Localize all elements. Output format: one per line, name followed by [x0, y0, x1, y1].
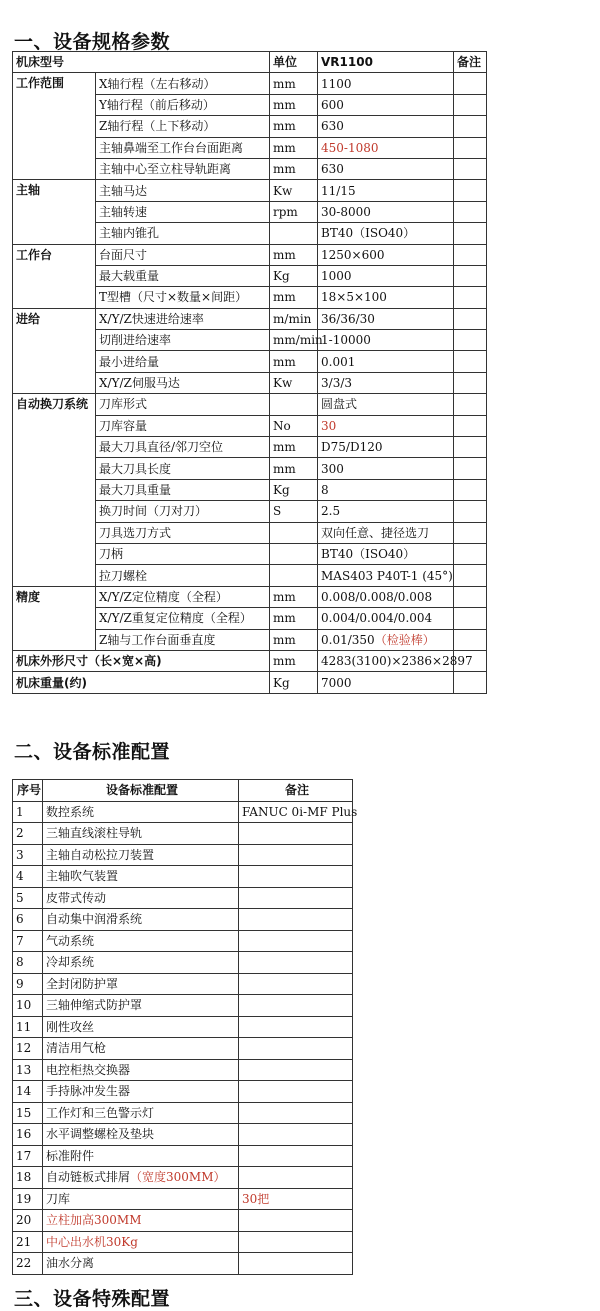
spec-value-text: 1000 — [321, 269, 352, 284]
spec-header-row — [13, 52, 487, 73]
config-item-text: 自动链板式排屑 — [46, 1170, 131, 1185]
config-item-text: 冷却系统 — [46, 955, 95, 970]
spec-item: X轴行程（左右移动） — [96, 73, 270, 94]
table-row — [13, 866, 353, 888]
config-item-text: 立柱加高300MM — [46, 1213, 142, 1228]
spec-value — [318, 458, 454, 479]
spec-value — [318, 394, 454, 415]
table-row — [13, 801, 353, 823]
config-remark — [239, 995, 353, 1017]
group-label: 工作范围 — [13, 73, 96, 180]
spec-value — [318, 565, 454, 586]
spec-value-text: 0.008/0.008/0.008 — [321, 589, 433, 604]
table-row — [13, 909, 353, 931]
spec-value-text: 0.001 — [321, 354, 356, 369]
spec-unit: mm — [270, 137, 318, 158]
config-item-text: 油水分离 — [46, 1256, 95, 1271]
spec-item: X/Y/Z伺服马达 — [96, 372, 270, 393]
spec-remark — [454, 437, 487, 458]
row-number: 2 — [13, 823, 43, 845]
spec-remark — [454, 372, 487, 393]
spec-remark — [454, 543, 487, 564]
spec-value-text: 300 — [321, 461, 344, 476]
config-remark — [239, 823, 353, 845]
config-remark — [239, 1231, 353, 1253]
spec-body — [13, 73, 487, 651]
config-remark: 30把 — [239, 1188, 353, 1210]
spec-unit: mm — [270, 287, 318, 308]
spec-value-text: BT40（ISO40） — [321, 547, 416, 562]
config-item-text: 中心出水机30Kg — [46, 1234, 138, 1249]
config-remark: FANUC 0i-MF Plus — [239, 801, 353, 823]
spec-unit — [270, 522, 318, 543]
spec-value — [318, 629, 454, 650]
spec-value — [318, 223, 454, 244]
spec-row — [13, 244, 487, 265]
spec-row — [13, 308, 487, 329]
config-remark — [239, 1016, 353, 1038]
spec-item: 主轴中心至立柱导轨距离 — [96, 158, 270, 179]
spec-unit: mm — [270, 158, 318, 179]
table-row — [13, 1016, 353, 1038]
remark-header: 备注 — [239, 780, 353, 802]
spec-remark — [454, 351, 487, 372]
spec-unit — [270, 543, 318, 564]
config-item — [43, 1145, 239, 1167]
spec-unit: rpm — [270, 201, 318, 222]
spec-remark — [454, 415, 487, 436]
table-row — [13, 952, 353, 974]
spec-remark — [454, 629, 487, 650]
spec-value-text: 30 — [321, 418, 337, 433]
spec-remark — [454, 265, 487, 286]
spec-unit — [270, 565, 318, 586]
config-remark — [239, 973, 353, 995]
config-item — [43, 930, 239, 952]
spec-value — [318, 73, 454, 94]
spec-value — [318, 137, 454, 158]
spec-value-text: 0.004/0.004/0.004 — [321, 611, 433, 626]
row-number: 11 — [13, 1016, 43, 1038]
config-remark — [239, 1081, 353, 1103]
spec-remark — [454, 116, 487, 137]
row-number: 12 — [13, 1038, 43, 1060]
row-number: 6 — [13, 909, 43, 931]
no-header: 序号 — [13, 780, 43, 802]
config-item — [43, 1081, 239, 1103]
spec-remark — [454, 586, 487, 607]
spec-value — [318, 501, 454, 522]
spec-item: X/Y/Z重复定位精度（全程） — [96, 608, 270, 629]
config-remark — [239, 1253, 353, 1275]
config-item-text: 工作灯和三色警示灯 — [46, 1105, 155, 1120]
spec-unit: mm — [270, 116, 318, 137]
spec-value — [318, 94, 454, 115]
spec-unit: mm — [270, 351, 318, 372]
row-number: 4 — [13, 866, 43, 888]
spec-value — [318, 437, 454, 458]
config-item — [43, 1102, 239, 1124]
spec-row — [13, 394, 487, 415]
config-item-text: 标准附件 — [46, 1148, 95, 1163]
spec-unit: m/min — [270, 308, 318, 329]
spec-item: 主轴转速 — [96, 201, 270, 222]
weight-remark — [454, 672, 487, 693]
spec-value — [318, 116, 454, 137]
spec-remark — [454, 479, 487, 500]
spec-unit: Kw — [270, 180, 318, 201]
config-item — [43, 973, 239, 995]
table-row — [13, 1081, 353, 1103]
spec-value — [318, 158, 454, 179]
group-label: 自动换刀系统 — [13, 394, 96, 587]
config-item-text: 手持脉冲发生器 — [46, 1084, 131, 1099]
spec-item: 台面尺寸 — [96, 244, 270, 265]
config-item — [43, 1124, 239, 1146]
config-remark — [239, 909, 353, 931]
spec-value-text: 18×5×100 — [321, 290, 387, 305]
config-remark — [239, 866, 353, 888]
row-number: 21 — [13, 1231, 43, 1253]
spec-value — [318, 522, 454, 543]
config-item-text: 电控柜热交换器 — [46, 1062, 131, 1077]
spec-remark — [454, 522, 487, 543]
dimension-row — [13, 650, 487, 671]
spec-value — [318, 201, 454, 222]
spec-value-text: 36/36/30 — [321, 311, 375, 326]
spec-value-text: 1100 — [321, 76, 352, 91]
table-row — [13, 973, 353, 995]
spec-remark — [454, 330, 487, 351]
section-3-title: 三、设备特殊配置 — [14, 1288, 171, 1310]
config-item-text: 清洁用气枪 — [46, 1041, 107, 1056]
spec-value — [318, 308, 454, 329]
spec-remark — [454, 458, 487, 479]
table-row — [13, 887, 353, 909]
config-item — [43, 844, 239, 866]
model-value: VR1100 — [318, 52, 454, 73]
table-row — [13, 1145, 353, 1167]
spec-item: T型槽（尺寸×数量×间距） — [96, 287, 270, 308]
table-row — [13, 1059, 353, 1081]
config-item — [43, 823, 239, 845]
config-remark — [239, 1059, 353, 1081]
config-item-text: 全封闭防护罩 — [46, 976, 119, 991]
spec-unit: No — [270, 415, 318, 436]
config-remark — [239, 1124, 353, 1146]
dimension-label: 机床外形尺寸（长×宽×高) — [13, 650, 270, 671]
config-remark — [239, 1102, 353, 1124]
row-number: 20 — [13, 1210, 43, 1232]
spec-unit: mm — [270, 437, 318, 458]
spec-table — [12, 51, 487, 694]
spec-item: 刀具选刀方式 — [96, 522, 270, 543]
table-row — [13, 1038, 353, 1060]
spec-item: 最大载重量 — [96, 265, 270, 286]
config-item-text: 自动集中润滑系统 — [46, 912, 143, 927]
weight-unit: Kg — [270, 672, 318, 693]
spec-item: 刀库形式 — [96, 394, 270, 415]
config-item — [43, 1167, 239, 1189]
spec-item: 刀柄 — [96, 543, 270, 564]
spec-item: 主轴马达 — [96, 180, 270, 201]
row-number: 1 — [13, 801, 43, 823]
spec-row — [13, 73, 487, 94]
config-item — [43, 995, 239, 1017]
config-item-text: 三轴直线滚柱导轨 — [46, 826, 143, 841]
row-number: 16 — [13, 1124, 43, 1146]
spec-item: 最大刀具长度 — [96, 458, 270, 479]
spec-value-text: 630 — [321, 162, 344, 177]
spec-remark — [454, 137, 487, 158]
spec-value — [318, 330, 454, 351]
section-1-title: 一、设备规格参数 — [14, 31, 171, 53]
spec-remark — [454, 565, 487, 586]
spec-unit: mm — [270, 608, 318, 629]
config-item-text: 主轴自动松拉刀装置 — [46, 847, 155, 862]
spec-value-text: 30-8000 — [321, 204, 371, 219]
config-remark — [239, 887, 353, 909]
spec-value-note: （检验棒） — [374, 632, 435, 647]
config-item — [43, 887, 239, 909]
config-item — [43, 1016, 239, 1038]
spec-remark — [454, 287, 487, 308]
spec-value-text: 600 — [321, 97, 344, 112]
spec-value-text: 双向任意、捷径选刀 — [321, 525, 430, 540]
spec-value-text: 1250×600 — [321, 247, 385, 262]
spec-remark — [454, 308, 487, 329]
table-row — [13, 823, 353, 845]
spec-unit: mm — [270, 244, 318, 265]
spec-row — [13, 180, 487, 201]
table-row — [13, 844, 353, 866]
spec-unit — [270, 394, 318, 415]
spec-value-text: D75/D120 — [321, 440, 383, 455]
spec-item: 主轴内锥孔 — [96, 223, 270, 244]
config-item — [43, 909, 239, 931]
spec-remark — [454, 201, 487, 222]
row-number: 14 — [13, 1081, 43, 1103]
table-row — [13, 1188, 353, 1210]
spec-value — [318, 586, 454, 607]
spec-unit: Kw — [270, 372, 318, 393]
spec-value — [318, 543, 454, 564]
spec-value — [318, 180, 454, 201]
spec-value-text: 0.01/350 — [321, 632, 375, 647]
row-number: 19 — [13, 1188, 43, 1210]
config-remark — [239, 1210, 353, 1232]
spec-item: 最大刀具直径/邻刀空位 — [96, 437, 270, 458]
spec-item: 拉刀螺栓 — [96, 565, 270, 586]
spec-value-text: 11/15 — [321, 183, 356, 198]
spec-item: Z轴行程（上下移动） — [96, 116, 270, 137]
config-remark — [239, 1167, 353, 1189]
config-item — [43, 1188, 239, 1210]
spec-item: 主轴鼻端至工作台台面距离 — [96, 137, 270, 158]
spec-value-text: 450-1080 — [321, 140, 379, 155]
table-row — [13, 1253, 353, 1275]
config-item-text: 三轴伸缩式防护罩 — [46, 998, 143, 1013]
config-item — [43, 1210, 239, 1232]
standard-config-table — [12, 779, 358, 1275]
spec-value-text: 3/3/3 — [321, 376, 353, 391]
row-number: 3 — [13, 844, 43, 866]
spec-value — [318, 415, 454, 436]
config-item-note: （宽度300MM） — [130, 1170, 226, 1185]
spec-remark — [454, 608, 487, 629]
spec-value — [318, 608, 454, 629]
weight-label: 机床重量(约) — [13, 672, 270, 693]
spec-remark — [454, 158, 487, 179]
spec-item: 换刀时间（刀对刀） — [96, 501, 270, 522]
section-2-title: 二、设备标准配置 — [14, 741, 171, 763]
spec-value-text: 8 — [321, 483, 329, 497]
spec-item: 最大刀具重量 — [96, 479, 270, 500]
spec-value-text: 1-10000 — [321, 333, 371, 348]
spec-remark — [454, 180, 487, 201]
spec-item: X/Y/Z定位精度（全程） — [96, 586, 270, 607]
spec-value — [318, 244, 454, 265]
group-label: 工作台 — [13, 244, 96, 308]
spec-value-text: 圆盘式 — [321, 397, 358, 412]
config-item — [43, 1231, 239, 1253]
spec-unit: S — [270, 501, 318, 522]
config-item-text: 刚性攻丝 — [46, 1019, 95, 1034]
group-label: 进给 — [13, 308, 96, 394]
config-item-text: 数控系统 — [46, 804, 95, 819]
row-number: 15 — [13, 1102, 43, 1124]
dimension-value: 4283(3100)×2386×2897 — [318, 650, 454, 671]
config-item — [43, 866, 239, 888]
config-remark — [239, 930, 353, 952]
config-item — [43, 1059, 239, 1081]
config-remark — [239, 1038, 353, 1060]
spec-value-text: 630 — [321, 119, 344, 134]
spec-unit: Kg — [270, 479, 318, 500]
config-item — [43, 952, 239, 974]
row-number: 9 — [13, 973, 43, 995]
config-item-text: 主轴吹气装置 — [46, 869, 119, 884]
table-row — [13, 995, 353, 1017]
spec-unit: mm — [270, 458, 318, 479]
table-row — [13, 1124, 353, 1146]
row-number: 7 — [13, 930, 43, 952]
spec-remark — [454, 223, 487, 244]
config-item-text: 水平调整螺栓及垫块 — [46, 1127, 155, 1142]
group-label: 主轴 — [13, 180, 96, 244]
spec-value-text: 2.5 — [321, 504, 341, 519]
remark-header: 备注 — [454, 52, 487, 73]
item-header: 设备标准配置 — [43, 780, 239, 802]
spec-remark — [454, 73, 487, 94]
std-body — [13, 801, 358, 1274]
spec-remark — [454, 501, 487, 522]
spec-item: Z轴与工作台面垂直度 — [96, 629, 270, 650]
config-item-text: 皮带式传动 — [46, 890, 107, 905]
spec-value — [318, 351, 454, 372]
row-number: 8 — [13, 952, 43, 974]
config-item — [43, 1038, 239, 1060]
config-remark — [239, 1145, 353, 1167]
unit-header: 单位 — [270, 52, 318, 73]
table-row — [13, 1102, 353, 1124]
spec-unit: Kg — [270, 265, 318, 286]
weight-value: 7000 — [318, 672, 454, 693]
config-remark — [239, 844, 353, 866]
spec-value-text: BT40（ISO40） — [321, 226, 416, 241]
std-header-row — [13, 780, 353, 802]
spec-remark — [454, 394, 487, 415]
spec-unit: mm/min — [270, 330, 318, 351]
table-row — [13, 1210, 353, 1232]
weight-row — [13, 672, 487, 693]
spec-value — [318, 265, 454, 286]
spec-value — [318, 372, 454, 393]
row-number: 5 — [13, 887, 43, 909]
group-label: 精度 — [13, 586, 96, 650]
row-number: 13 — [13, 1059, 43, 1081]
table-row — [13, 1167, 353, 1189]
spec-remark — [454, 94, 487, 115]
config-remark — [239, 952, 353, 974]
row-number: 22 — [13, 1253, 43, 1275]
config-item — [43, 801, 239, 823]
spec-unit: mm — [270, 73, 318, 94]
spec-item: 刀库容量 — [96, 415, 270, 436]
spec-item: 最小进给量 — [96, 351, 270, 372]
row-number: 18 — [13, 1167, 43, 1189]
table-row — [13, 930, 353, 952]
spec-item: X/Y/Z快速进给速率 — [96, 308, 270, 329]
spec-row — [13, 586, 487, 607]
spec-value-text: MAS403 P40T-1 (45°) — [321, 568, 453, 583]
spec-item: 切削进给速率 — [96, 330, 270, 351]
spec-unit: mm — [270, 586, 318, 607]
table-row — [13, 1231, 353, 1253]
spec-item: Y轴行程（前后移动） — [96, 94, 270, 115]
row-number: 10 — [13, 995, 43, 1017]
spec-remark — [454, 244, 487, 265]
model-label: 机床型号 — [13, 52, 270, 73]
spec-value — [318, 287, 454, 308]
spec-value — [318, 479, 454, 500]
spec-unit — [270, 223, 318, 244]
row-number: 17 — [13, 1145, 43, 1167]
config-item-text: 刀库 — [46, 1191, 71, 1206]
spec-unit: mm — [270, 94, 318, 115]
config-item-text: 气动系统 — [46, 933, 95, 948]
config-item — [43, 1253, 239, 1275]
spec-unit: mm — [270, 629, 318, 650]
dimension-unit: mm — [270, 650, 318, 671]
